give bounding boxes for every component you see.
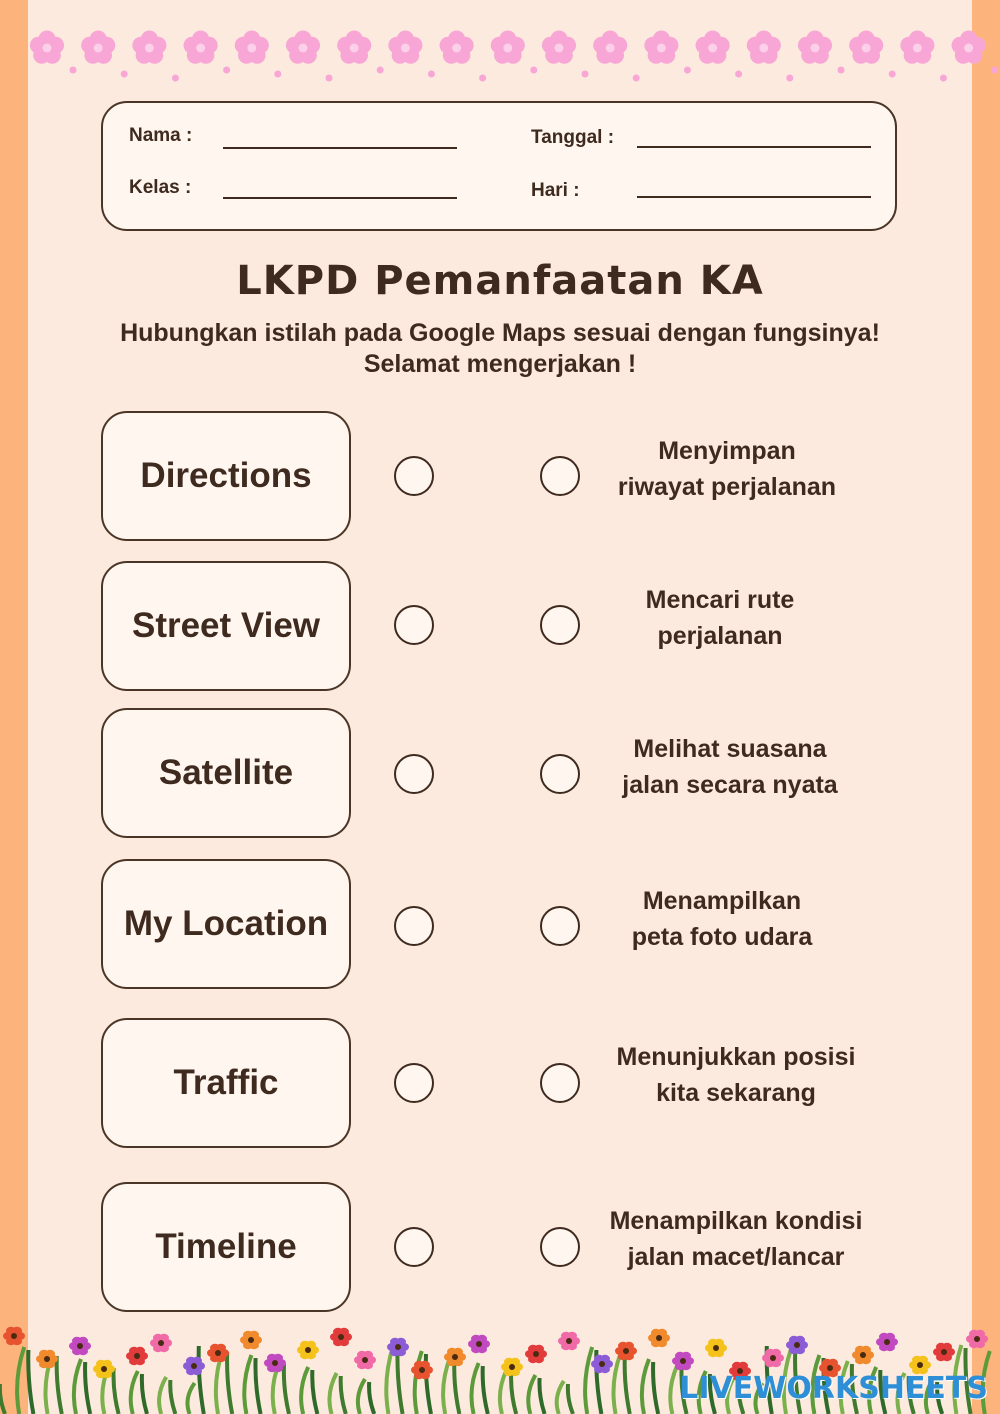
petal-dot	[838, 67, 845, 74]
leaf-icon	[312, 1370, 317, 1414]
description-line: Mencari rute	[645, 586, 795, 614]
leaf-icon	[244, 1355, 251, 1414]
leaf-icon	[142, 1374, 147, 1414]
flower-icon	[132, 31, 166, 64]
term-box-traffic[interactable]: Traffic	[101, 1018, 351, 1148]
flower-icon	[207, 1344, 229, 1362]
leaf-icon	[57, 1356, 62, 1414]
leaf-icon	[159, 1377, 166, 1414]
flower-icon	[444, 1348, 466, 1366]
flower-icon	[933, 1343, 955, 1361]
flower-icon	[876, 1333, 898, 1351]
flower-icon	[411, 1361, 433, 1379]
leaf-icon	[170, 1380, 175, 1414]
flower-icon	[36, 1350, 58, 1368]
leaf-icon	[613, 1353, 620, 1414]
flower-icon	[387, 1338, 409, 1356]
leaf-icon	[0, 1384, 5, 1414]
flower-icon	[644, 31, 678, 64]
description-item	[576, 1203, 896, 1275]
flower-icon	[786, 1336, 808, 1354]
leaf-icon	[301, 1367, 308, 1414]
leaf-icon	[358, 1379, 365, 1414]
leaf-icon	[528, 1375, 535, 1414]
tanggal-label: Tanggal :	[531, 127, 615, 148]
flower-icon	[93, 1360, 115, 1378]
leaf-icon	[539, 1378, 544, 1414]
liveworksheets-logo: LIVEWORKSHEETS	[679, 1371, 988, 1406]
leaf-icon	[227, 1352, 232, 1414]
description-line: riwayat perjalanan	[617, 473, 837, 501]
description-item	[567, 433, 887, 505]
leaf-icon	[415, 1351, 422, 1414]
flower-icon	[183, 1357, 205, 1375]
description-item	[570, 731, 890, 803]
leaf-icon	[483, 1366, 488, 1414]
leaf-icon	[329, 1373, 336, 1414]
leaf-icon	[642, 1359, 649, 1414]
leaf-icon	[653, 1362, 658, 1414]
petal-dot	[684, 67, 691, 74]
flower-icon	[593, 31, 627, 64]
flower-icon	[966, 1330, 988, 1348]
flower-icon	[354, 1351, 376, 1369]
petal-dot	[633, 75, 640, 82]
leaf-icon	[454, 1360, 459, 1414]
petal-dot	[377, 67, 384, 74]
flower-icon	[705, 1339, 727, 1357]
term-box-street-view[interactable]: Street View	[101, 561, 351, 691]
leaf-icon	[568, 1384, 573, 1414]
leaf-icon	[131, 1371, 138, 1414]
petal-dot	[274, 71, 281, 78]
term-box-timeline[interactable]: Timeline	[101, 1182, 351, 1312]
description-item	[576, 1039, 896, 1111]
student-info-box	[101, 101, 897, 231]
petal-dot	[326, 75, 333, 82]
instructions	[0, 318, 1000, 380]
description-item	[562, 883, 882, 955]
leaf-icon	[397, 1348, 402, 1414]
flower-icon	[286, 31, 320, 64]
leaf-icon	[443, 1357, 450, 1414]
flower-icon	[337, 31, 371, 64]
kelas-label: Kelas :	[129, 177, 192, 198]
worksheet-title: LKPD Pemanfaatan KA	[236, 258, 764, 304]
flower-icon	[852, 1346, 874, 1364]
kelas-input-line[interactable]	[223, 197, 457, 199]
term-box-my-location[interactable]: My Location	[101, 859, 351, 989]
term-box-satellite[interactable]: Satellite	[101, 708, 351, 838]
flower-icon	[672, 1352, 694, 1370]
flower-icon	[184, 31, 218, 64]
petal-dot	[582, 71, 589, 78]
tanggal-input-line[interactable]	[637, 146, 871, 148]
flower-icon	[648, 1329, 670, 1347]
flower-icon	[297, 1341, 319, 1359]
leaf-icon	[28, 1350, 33, 1414]
left-match-dot[interactable]	[394, 754, 434, 794]
description-line: Menampilkan kondisi	[609, 1207, 863, 1235]
petal-dot	[786, 75, 793, 82]
description-line: jalan macet/lancar	[627, 1243, 845, 1271]
flower-icon	[388, 31, 422, 64]
petal-dot	[70, 67, 77, 74]
flower-icon	[81, 31, 115, 64]
flower-icon	[762, 1349, 784, 1367]
petal-dot	[428, 71, 435, 78]
flower-icon	[491, 31, 525, 64]
right-match-dot[interactable]	[540, 1063, 580, 1103]
flower-icon	[468, 1335, 490, 1353]
leaf-icon	[670, 1365, 677, 1414]
leaf-icon	[500, 1369, 507, 1414]
leaf-icon	[284, 1364, 289, 1414]
description-item	[560, 582, 880, 654]
flower-icon	[849, 31, 883, 64]
flower-icon	[591, 1355, 613, 1373]
greeting-line: Selamat mengerjakan !	[363, 350, 637, 378]
petal-dot	[889, 71, 896, 78]
description-line: perjalanan	[657, 622, 783, 650]
leaf-icon	[187, 1383, 194, 1414]
leaf-icon	[17, 1347, 24, 1414]
flower-icon	[558, 1332, 580, 1350]
flower-icon	[264, 1354, 286, 1372]
flower-icon	[542, 31, 576, 64]
nama-label: Nama :	[129, 125, 193, 146]
nama-input-line[interactable]	[223, 147, 457, 149]
flower-icon	[150, 1334, 172, 1352]
flower-icon	[798, 31, 832, 64]
petal-dot	[991, 67, 998, 74]
petal-dot	[121, 71, 128, 78]
right-match-dot[interactable]	[540, 1227, 580, 1267]
left-match-dot[interactable]	[394, 1227, 434, 1267]
flower-icon	[615, 1342, 637, 1360]
flower-icon	[501, 1358, 523, 1376]
description-line: kita sekarang	[656, 1079, 816, 1107]
left-match-dot[interactable]	[394, 456, 434, 496]
flower-icon	[440, 31, 474, 64]
left-match-dot[interactable]	[394, 1063, 434, 1103]
flower-icon	[69, 1337, 91, 1355]
leaf-icon	[625, 1356, 630, 1414]
leaf-icon	[471, 1363, 478, 1414]
flower-icon	[240, 1331, 262, 1349]
description-line: Menyimpan	[658, 437, 796, 465]
description-line: jalan secara nyata	[622, 771, 838, 799]
flower-border-top	[0, 18, 1000, 88]
flower-icon	[952, 31, 986, 64]
flower-icon	[30, 31, 64, 64]
leaf-icon	[585, 1347, 592, 1414]
left-match-dot[interactable]	[394, 605, 434, 645]
leaf-icon	[199, 1346, 204, 1414]
leaf-icon	[255, 1358, 260, 1414]
hari-label: Hari :	[531, 180, 580, 201]
description-line: peta foto udara	[631, 923, 813, 951]
flower-icon	[747, 31, 781, 64]
description-line: Melihat suasana	[633, 735, 827, 763]
petal-dot	[940, 75, 947, 82]
petal-dot	[172, 75, 179, 82]
leaf-icon	[511, 1372, 516, 1414]
flower-icon	[235, 31, 269, 64]
petal-dot	[223, 67, 230, 74]
leaf-icon	[113, 1368, 118, 1414]
petal-dot	[530, 67, 537, 74]
petal-dot	[735, 71, 742, 78]
leaf-icon	[341, 1376, 346, 1414]
leaf-icon	[369, 1382, 374, 1414]
flower-icon	[126, 1347, 148, 1365]
flower-icon	[3, 1327, 25, 1345]
instruction-line: Hubungkan istilah pada Google Maps sesuai dengan fungsinya!	[120, 319, 880, 347]
flower-icon	[900, 31, 934, 64]
flower-icon	[696, 31, 730, 64]
petal-dot	[479, 75, 486, 82]
flower-icon	[330, 1328, 352, 1346]
left-match-dot[interactable]	[394, 906, 434, 946]
description-line: Menampilkan	[642, 887, 802, 915]
flower-icon	[525, 1345, 547, 1363]
leaf-icon	[85, 1362, 90, 1414]
description-line: Menunjukkan posisi	[616, 1043, 856, 1071]
hari-input-line[interactable]	[637, 196, 871, 198]
leaf-icon	[74, 1359, 81, 1414]
term-box-directions[interactable]: Directions	[101, 411, 351, 541]
leaf-icon	[557, 1381, 564, 1414]
